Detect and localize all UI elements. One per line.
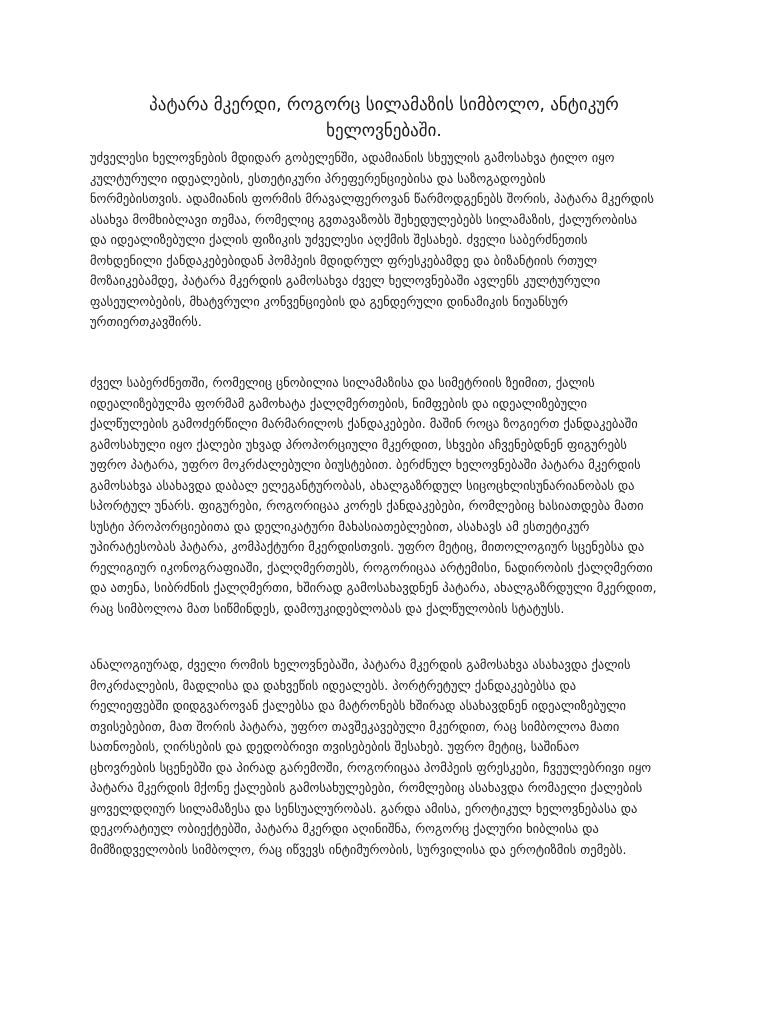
paragraph-line: გამოსახული იყო ქალები უხვად პროპორციული მკერდით, სხვები აჩვენებდნენ ფიგურებს bbox=[90, 436, 627, 452]
paragraph-line: ფასეულობების, მხატვრული კონვენციების და გენდერული დინამიკის ნიუანსურ bbox=[90, 293, 568, 309]
paragraph-line: ცხოვრების სცენებში და პირად გარემოში, როგორიცაა პომპეის ფრესკები, ჩვეულებრივი იყო bbox=[90, 759, 652, 775]
paragraph-line: ყოველდღიურ სილამაზესა და სენსუალურობას. გარდა ამისა, ეროტიკულ ხელოვნებასა და bbox=[90, 800, 638, 816]
paragraph-line: უპირატესობას პატარა, კომპაქტური მკერდისთვის. უფრო მეტიც, მითოლოგიურ სცენებსა და bbox=[90, 539, 645, 554]
paragraph-line: პატარა მკერდის მქონე ქალების გამოსახულებები, რომლებიც ასახავდა რომაელი ქალების bbox=[90, 780, 643, 795]
paragraph-2 bbox=[90, 373, 688, 619]
paragraph-line: და იდეალიზებული ქალის ფიზიკის უძველესი აღქმის შესახებ. ძველი საბერძნეთის bbox=[90, 232, 588, 247]
paragraph-line: რელიეფებში დიდგვაროვან ქალებსა და მატრონებს ხშირად ასახავდნენ იდეალიზებული bbox=[90, 698, 627, 713]
paragraph-line: რელიგიურ იკონოგრაფიაში, ქალღმერთებს, როგორიცაა არტემისი, ნადირობის ქალღმერთი bbox=[90, 559, 653, 575]
paragraph-3 bbox=[90, 655, 688, 860]
paragraph-line: ქალწულების გამოძერწილი მარმარილოს ქანდაკებები. მაშინ როცა ზოგიერთ ქანდაკებაში bbox=[90, 416, 638, 431]
paragraph-line: იდეალიზებულმა ფორმამ გამოხატა ქალღმერთების, ნიმფების და იდეალიზებული bbox=[90, 395, 587, 411]
paragraph-line: მოზაიკებამდე, პატარა მკერდის გამოსახვა ძველ ხელოვნებაში ავლენს კულტურული bbox=[90, 273, 601, 288]
paragraph-line: ძველ საბერძნეთში, რომელიც ცნობილია სილამაზისა და სიმეტრიის ზეიმით, ქალის bbox=[90, 375, 595, 390]
paragraph-line: კულტურული იდეალების, ესთეტიკური პრეფერენციებისა და საზოგადოების bbox=[90, 170, 546, 186]
paragraph-line: მიმზიდველობის სიმბოლო, რაც იწვევს ინტიმურობის, სურვილისა და ეროტიზმის თემებს. bbox=[90, 841, 627, 857]
paragraph-line: უფრო პატარა, უფრო მოკრძალებული ბიუსტებით. ბერძნულ ხელოვნებაში პატარა მკერდის bbox=[90, 457, 641, 472]
paragraph-line: სუსტი პროპორციებითა და დელიკატური მახასიათებლებით, ასახავს ამ ესთეტიკურ bbox=[90, 518, 590, 534]
paragraph-1 bbox=[90, 148, 688, 333]
paragraph-line: ნორმებისთვის. ადამიანის ფორმის მრავალფეროვან წარმოდგენებს შორის, პატარა მკერდის bbox=[90, 191, 654, 206]
paragraph-line: რაც სიმბოლოა მათ სიწმინდეს, დამოუკიდებლობას და ქალწულობის სტატუსს. bbox=[90, 600, 565, 616]
paragraph-line: სათნოების, ღირსების და დედობრივი თვისებების შესახებ. უფრო მეტიც, საშინაო bbox=[90, 739, 580, 754]
paragraph-line: თვისებებით, მათ შორის პატარა, უფრო თავშეკავებული მკერდით, რაც სიმბოლოა მათი bbox=[90, 718, 620, 734]
paragraph-line: ასახვა მომხიბლავი თემაა, რომელიც გვთავაზობს შეხედულებებს სილამაზის, ქალურობისა bbox=[90, 211, 638, 227]
paragraph-line: ურთიერთკავშირს. bbox=[90, 314, 202, 329]
paragraph-line: გამოსახვა ასახავდა დაბალ ელეგანტურობას, ახალგაზრდულ სიცოცხლისუნარიანობას და bbox=[90, 477, 635, 493]
paragraph-line: ანალოგიურად, ძველი რომის ხელოვნებაში, პატარა მკერდის გამოსახვა ასახავდა ქალის bbox=[90, 657, 631, 672]
title-line: ხელოვნებაში. bbox=[326, 121, 442, 141]
paragraph-line: უძველესი ხელოვნების მდიდარ გობელენში, ადამიანის სხეულის გამოსახვა ტილო იყო bbox=[90, 150, 615, 165]
paragraph-line: დეკორატიულ ობიექტებში, პატარა მკერდი აღინიშნა, როგორც ქალური ხიბლისა და bbox=[90, 821, 599, 836]
document-title bbox=[60, 92, 708, 144]
paragraph-line: მოკრძალების, მადლისა და დახვეწის იდეალებს. პორტრეტულ ქანდაკებებსა და bbox=[90, 677, 577, 693]
paragraph-line: მოხდენილი ქანდაკებებიდან პომპეის მდიდრულ ფრესკებამდე და ბიზანტიის რთულ bbox=[90, 252, 598, 268]
paragraph-line: და ათენა, სიბრძნის ქალღმერთი, ხშირად გამოსახავდნენ პატარა, ახალგაზრდული მკერდით, bbox=[90, 580, 657, 595]
paragraph-line: სპორტულ უნარს. ფიგურები, როგორიცაა კორეს ქანდაკებები, რომლებიც ხასიათდება მათი bbox=[90, 498, 644, 513]
title-line: პატარა მკერდი, როგორც სილამაზის სიმბოლო, ანტიკურ bbox=[149, 95, 619, 115]
